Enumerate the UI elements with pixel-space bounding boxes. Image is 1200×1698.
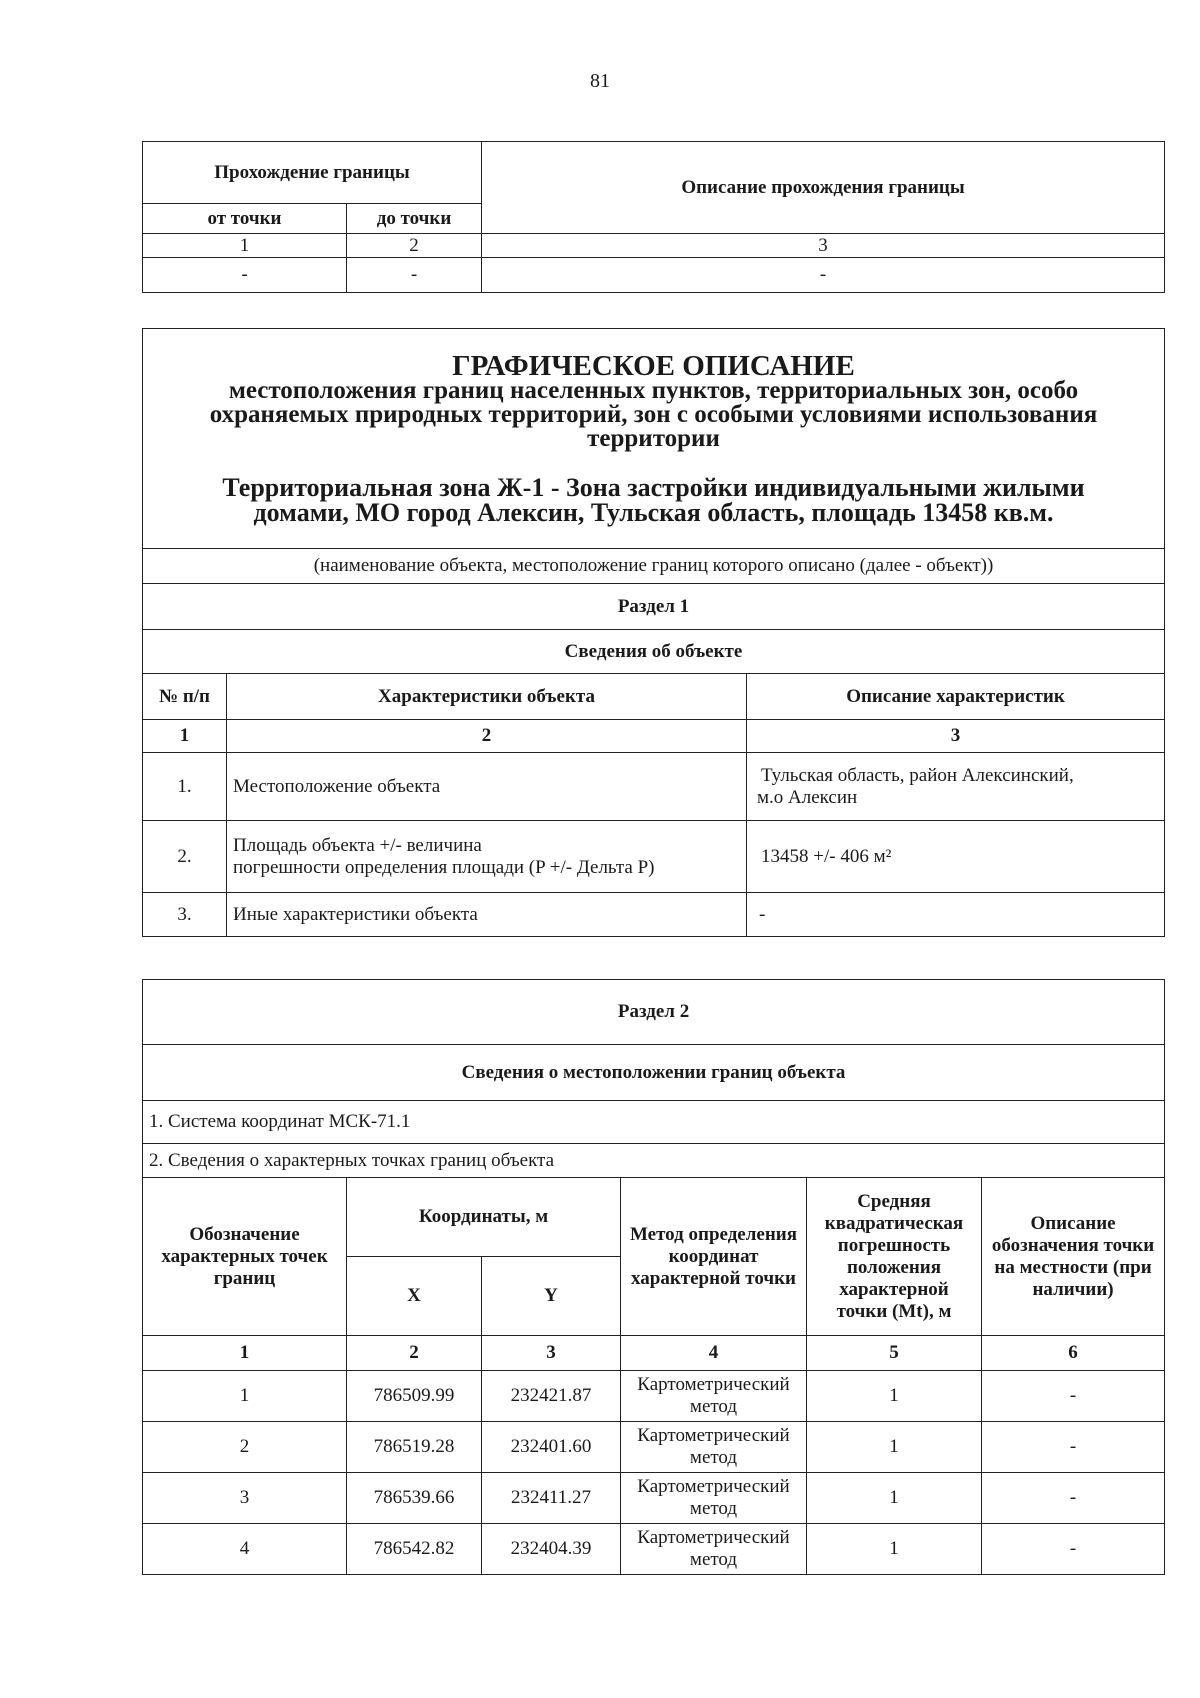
column-index: 6 (982, 1336, 1165, 1371)
zone-name: домами, МО город Алексин, Тульская область, площадь 13458 кв.м. (253, 497, 1054, 527)
column-index: 2 (227, 720, 747, 753)
document-title: ГРАФИЧЕСКОЕ ОПИСАНИЕ (452, 349, 855, 382)
point-method (621, 1524, 807, 1575)
table-row (143, 821, 1165, 893)
point-id: 1 (143, 1371, 347, 1422)
point-id: 4 (143, 1524, 347, 1575)
point-y: 232404.39 (482, 1524, 621, 1575)
characteristic-line: погрешности определения площади (P +/- Дельта P) (233, 856, 655, 878)
point-method (621, 1371, 807, 1422)
column-index: 3 (482, 1336, 621, 1371)
header-characteristics-description: Описание характеристик (747, 674, 1165, 720)
header-y: Y (482, 1257, 621, 1336)
row-characteristic (227, 821, 747, 893)
row-number: 3. (143, 893, 227, 937)
method-line: метод (689, 1549, 738, 1570)
characteristic-line: Площадь объекта +/- величина (233, 834, 482, 856)
method-line: Картометрический (637, 1425, 790, 1446)
boundary-passage-table (142, 141, 1165, 293)
point-mt: 1 (807, 1473, 982, 1524)
point-y: 232411.27 (482, 1473, 621, 1524)
point-id: 2 (143, 1422, 347, 1473)
method-line: Картометрический (637, 1476, 790, 1497)
page-number: 81 (590, 70, 610, 92)
point-description: - (982, 1422, 1165, 1473)
cell-from: - (143, 258, 347, 293)
column-index: 2 (347, 1336, 482, 1371)
header-to-point: до точки (347, 204, 482, 234)
point-x: 786539.66 (347, 1473, 482, 1524)
header-description: Описание прохождения границы (482, 142, 1165, 234)
header-coordinates: Координаты, м (347, 1178, 621, 1257)
table-row (143, 1371, 1165, 1422)
column-index: 1 (143, 1336, 347, 1371)
document-subtitle: территории (587, 424, 720, 452)
coordinate-system: 1. Система координат МСК-71.1 (143, 1101, 1165, 1144)
header-characteristics: Характеристики объекта (227, 674, 747, 720)
point-description: - (982, 1524, 1165, 1575)
point-mt: 1 (807, 1524, 982, 1575)
column-index: 3 (482, 234, 1165, 258)
header-mean-error: Средняя квадратическая погрешность положения характерной точки (Mt), м (807, 1178, 982, 1336)
column-index: 1 (143, 234, 347, 258)
point-description: - (982, 1473, 1165, 1524)
point-method (621, 1422, 807, 1473)
point-id: 3 (143, 1473, 347, 1524)
document-subtitle: местоположения границ населенных пунктов, территориальных зон, особо (228, 376, 1079, 404)
section-1-subtitle: Сведения об объекте (143, 630, 1165, 674)
description-line: м.о Алексин (757, 786, 858, 808)
row-description: - (747, 893, 1165, 937)
header-point-designation: Обозначение характерных точек границ (143, 1178, 347, 1336)
point-method (621, 1473, 807, 1524)
header-marking-description: Описание обозначения точки на местности (при наличии) (982, 1178, 1165, 1336)
point-y: 232401.60 (482, 1422, 621, 1473)
method-line: метод (689, 1396, 738, 1417)
row-number: 1. (143, 753, 227, 821)
header-passage: Прохождение границы (143, 142, 482, 204)
document-subtitle: охраняемых природных территорий, зон с особыми условиями использования (209, 400, 1098, 428)
header-number: № п/п (143, 674, 227, 720)
method-line: Картометрический (637, 1374, 790, 1395)
section-2-subtitle: Сведения о местоположении границ объекта (143, 1045, 1165, 1101)
points-caption: 2. Сведения о характерных точках границ объекта (143, 1144, 1165, 1178)
point-x: 786542.82 (347, 1524, 482, 1575)
section-2-title: Раздел 2 (143, 980, 1165, 1045)
boundary-points-table (142, 979, 1165, 1575)
row-characteristic: Иные характеристики объекта (227, 893, 747, 937)
point-x: 786519.28 (347, 1422, 482, 1473)
row-number: 2. (143, 821, 227, 893)
table-row (143, 1422, 1165, 1473)
column-index: 5 (807, 1336, 982, 1371)
table-row (143, 753, 1165, 821)
method-line: Картометрический (637, 1527, 790, 1548)
table-row (143, 258, 1165, 293)
table-row (143, 893, 1165, 937)
zone-name: Территориальная зона Ж-1 - Зона застройки индивидуальными жилыми (222, 472, 1085, 502)
description-line: Тульская область, район Алексинский, (761, 764, 1074, 786)
row-description (747, 753, 1165, 821)
header-from-point: от точки (143, 204, 347, 234)
column-index: 2 (347, 234, 482, 258)
section-1-title: Раздел 1 (143, 584, 1165, 630)
point-x: 786509.99 (347, 1371, 482, 1422)
cell-to: - (347, 258, 482, 293)
method-line: метод (689, 1498, 738, 1519)
point-mt: 1 (807, 1422, 982, 1473)
table-row (143, 1473, 1165, 1524)
table-row (143, 1524, 1165, 1575)
graphic-description-table (142, 328, 1165, 937)
column-index: 1 (143, 720, 227, 753)
column-index: 4 (621, 1336, 807, 1371)
cell-description: - (482, 258, 1165, 293)
point-description: - (982, 1371, 1165, 1422)
header-method: Метод определения координат характерной точки (621, 1178, 807, 1336)
row-description: 13458 +/- 406 м² (747, 821, 1165, 893)
row-characteristic: Местоположение объекта (227, 753, 747, 821)
object-note: (наименование объекта, местоположение границ которого описано (далее - объект)) (143, 549, 1165, 584)
column-index: 3 (747, 720, 1165, 753)
point-mt: 1 (807, 1371, 982, 1422)
point-y: 232421.87 (482, 1371, 621, 1422)
method-line: метод (689, 1447, 738, 1468)
header-x: X (347, 1257, 482, 1336)
graphic-description-header (143, 329, 1165, 549)
